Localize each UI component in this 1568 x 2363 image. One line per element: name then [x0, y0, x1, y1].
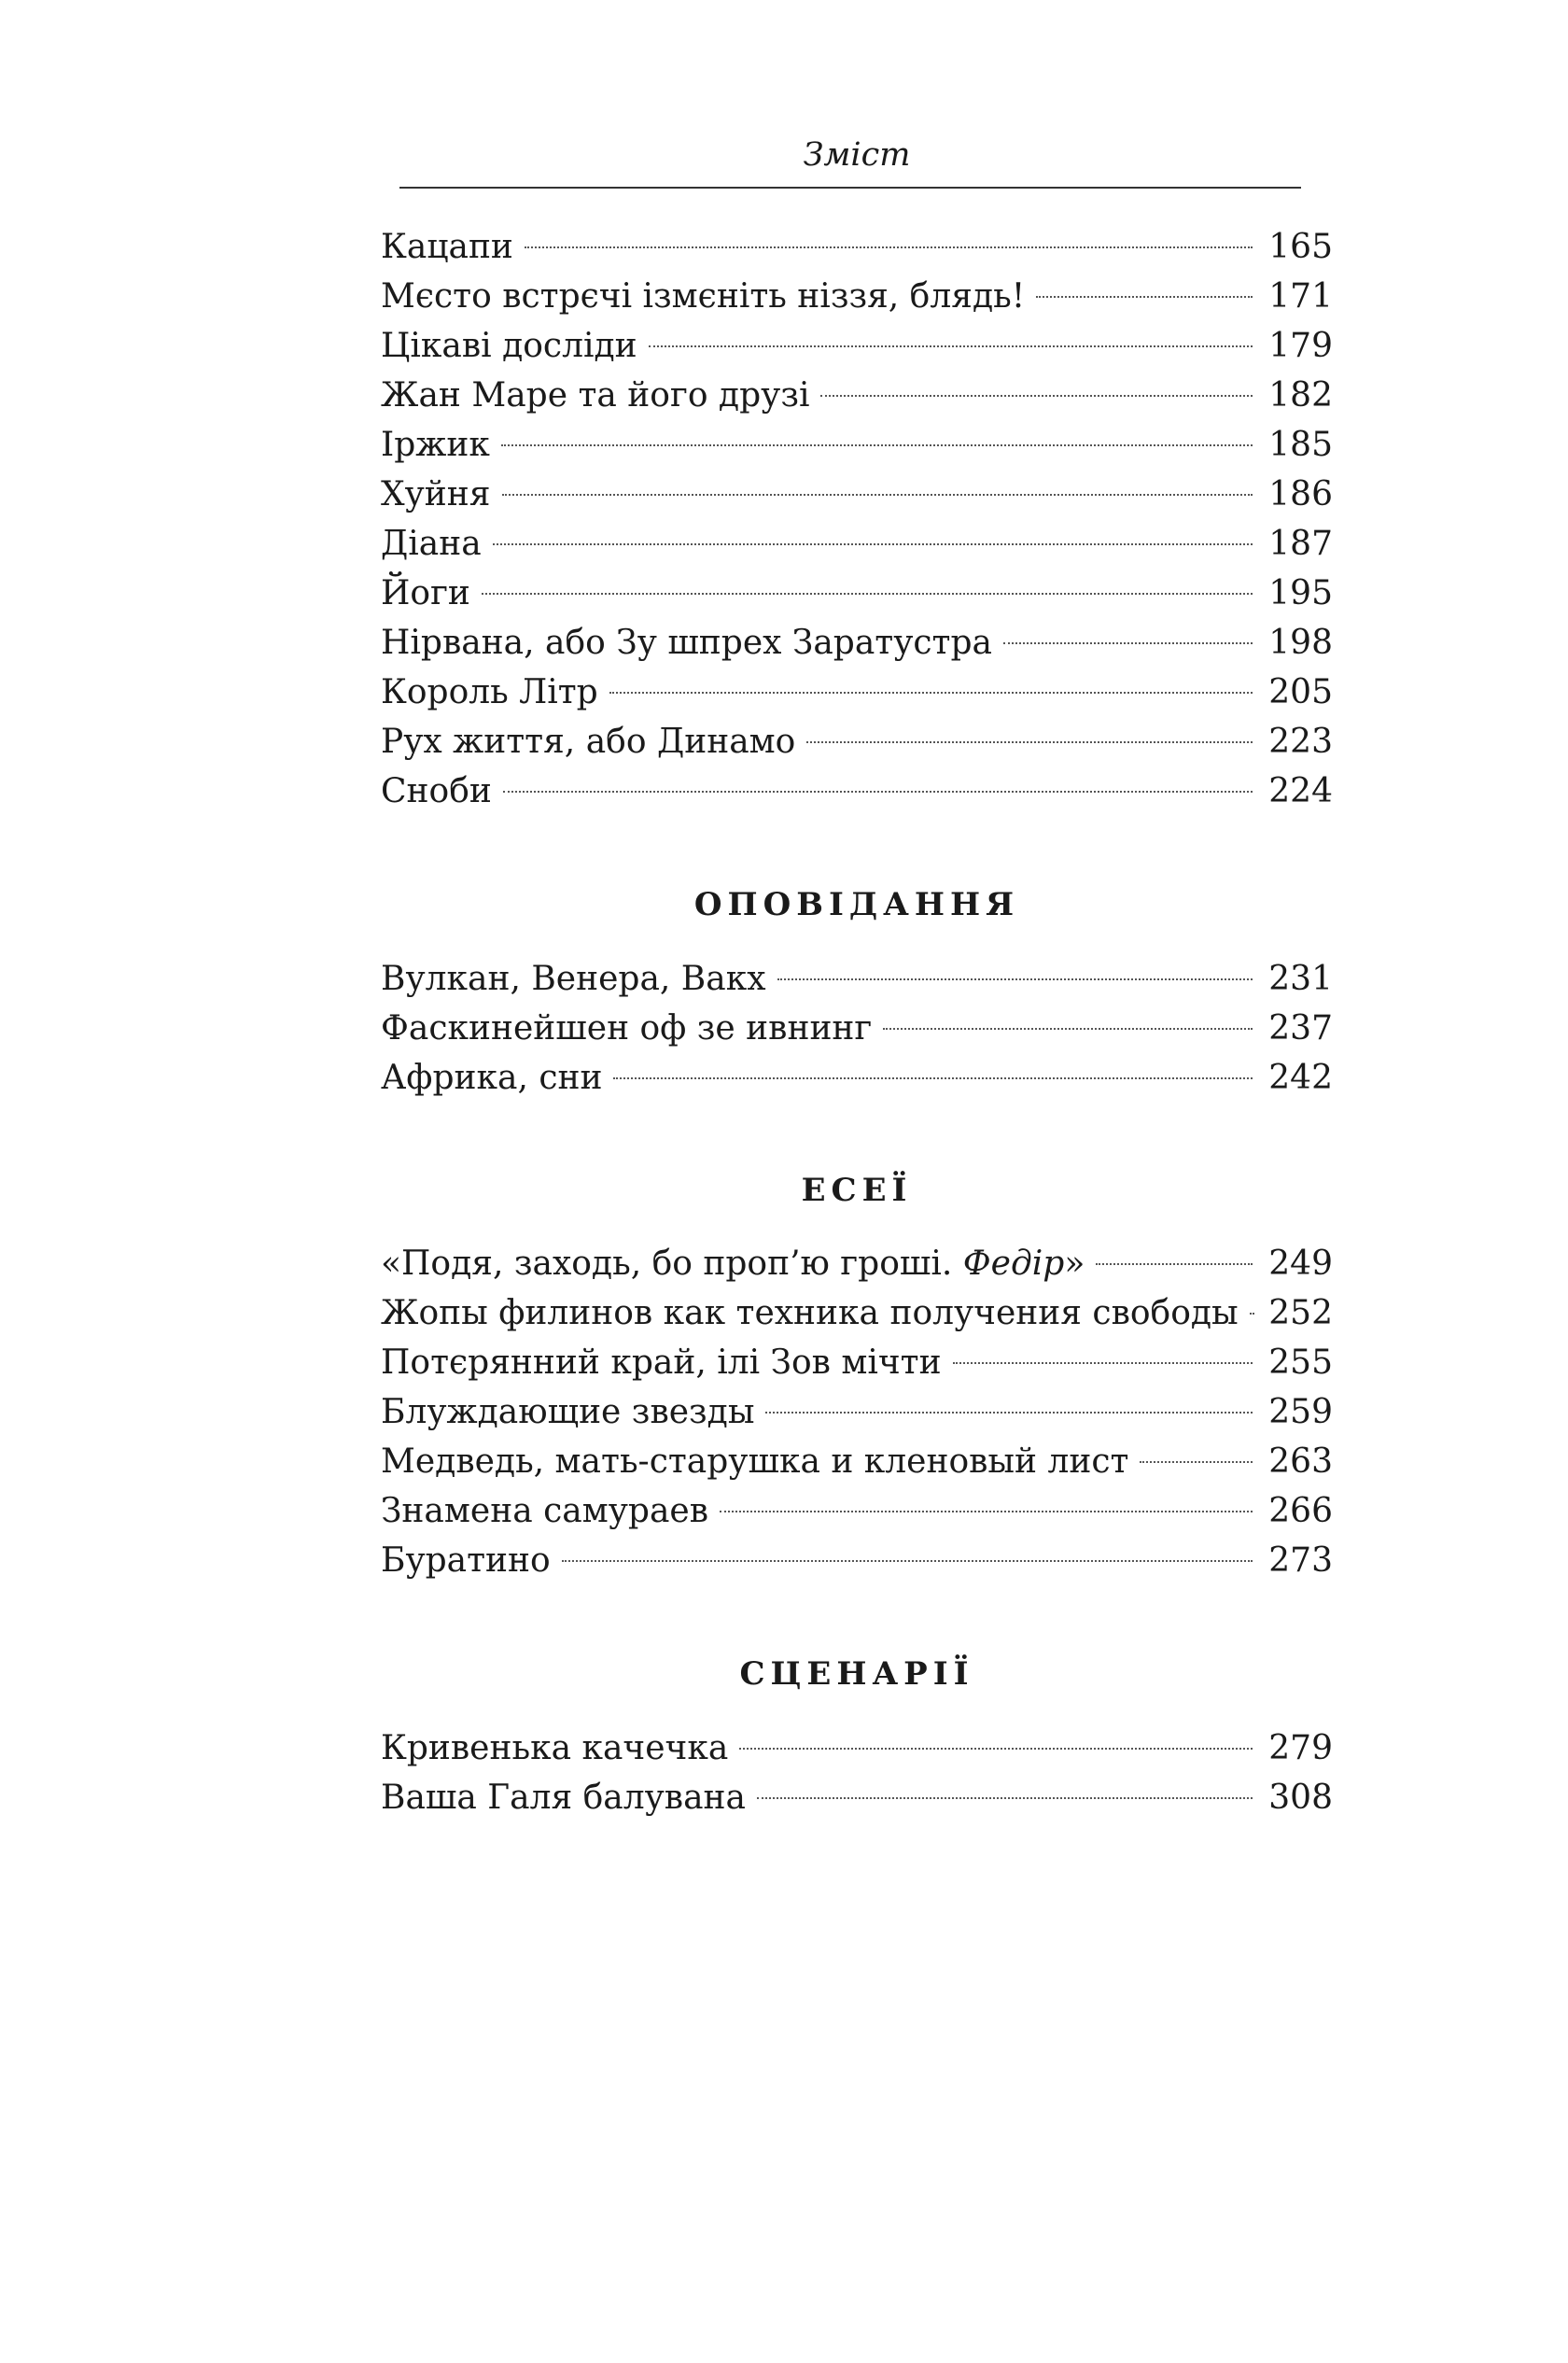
toc-entry-title: Медведь, мать-старушка и кленовый лист — [381, 1442, 1129, 1481]
toc-entry — [381, 1437, 1333, 1487]
dot-leader — [613, 1077, 1253, 1079]
section-heading: СЦЕНАРІЇ — [739, 1655, 974, 1693]
dot-leader — [502, 494, 1253, 496]
toc-entry-title: Буратино — [381, 1541, 551, 1580]
header-rule — [399, 187, 1301, 189]
toc-entry-title: Африка, сни — [381, 1059, 603, 1097]
toc-entry-page: 187 — [1268, 525, 1333, 563]
toc-entry-page: 205 — [1268, 673, 1333, 711]
toc-entry-title: Нірвана, або Зу шпрех Заратустра — [381, 624, 992, 662]
toc-entry-page: 186 — [1268, 475, 1333, 513]
toc-entry — [381, 1288, 1333, 1339]
dot-leader — [1096, 1263, 1253, 1265]
toc-entry-page: 249 — [1268, 1245, 1333, 1283]
toc-entry-title: Потєрянний край, ілі Зов мічти — [381, 1343, 942, 1382]
dot-leader — [1036, 296, 1253, 298]
toc-entry — [381, 717, 1333, 767]
toc-entry — [381, 1239, 1333, 1289]
toc-entry-title: Кривенька качечка — [381, 1729, 729, 1767]
dot-leader — [1140, 1461, 1253, 1463]
toc-entry-page: 273 — [1268, 1541, 1333, 1580]
toc-entry-page: 252 — [1268, 1294, 1333, 1332]
toc-entry-title-italic: Федір — [962, 1245, 1065, 1283]
toc-entry — [381, 1773, 1333, 1823]
dot-leader — [720, 1511, 1253, 1512]
dot-leader — [739, 1748, 1253, 1750]
toc-entry-page: 308 — [1268, 1779, 1333, 1817]
toc-entry — [381, 618, 1333, 668]
toc-entry-page: 255 — [1268, 1343, 1333, 1382]
toc-entry — [381, 1723, 1333, 1774]
toc-entry-title: Вулкан, Венера, Вакх — [381, 960, 766, 998]
toc-entry-title: Ваша Галя балувана — [381, 1779, 746, 1817]
toc-entry-title — [381, 1239, 1085, 1289]
toc-entry — [381, 321, 1333, 372]
toc-entry — [381, 767, 1333, 817]
toc-entry-page: 242 — [1268, 1059, 1333, 1097]
toc-entry-page: 259 — [1268, 1393, 1333, 1431]
dot-leader — [1003, 642, 1253, 644]
toc-entry — [381, 420, 1333, 471]
toc-entry — [381, 1004, 1333, 1054]
toc-entry-title: Діана — [381, 525, 482, 563]
toc-entry-title: Сноби — [381, 772, 492, 810]
toc-entry-page: 224 — [1268, 772, 1333, 810]
toc-entry-title: Жопы филинов как техника получения свободы — [381, 1294, 1239, 1332]
toc-entry — [381, 954, 1333, 1005]
dot-leader — [757, 1797, 1253, 1799]
toc-entry-page: 198 — [1268, 624, 1333, 662]
toc-entry-title: Жан Маре та його друзі — [381, 376, 810, 415]
toc-entry-page: 165 — [1268, 228, 1333, 266]
toc-entry-title-main: «Подя, заходь, бо проп’ю гроші. — [381, 1245, 963, 1283]
dot-leader — [562, 1560, 1253, 1562]
toc-entry-page: 279 — [1268, 1729, 1333, 1767]
toc-entry-page: 237 — [1268, 1009, 1333, 1048]
dot-leader — [501, 444, 1253, 446]
toc-entry-title: Король Літр — [381, 673, 598, 711]
toc-entry — [381, 519, 1333, 570]
toc-entry — [381, 569, 1333, 619]
dot-leader — [765, 1412, 1253, 1414]
dot-leader — [820, 395, 1253, 397]
section-heading: ОПОВІДАННЯ — [693, 886, 1020, 923]
toc-entry — [381, 470, 1333, 520]
toc-entry-title: Йоги — [381, 574, 470, 612]
toc-entry-page: 231 — [1268, 960, 1333, 998]
dot-leader — [525, 246, 1253, 248]
toc-entry-title: Рух життя, або Динамо — [381, 723, 796, 761]
toc-entry-title: Фаскинейшен оф зе ивнинг — [381, 1009, 873, 1048]
toc-entry — [381, 371, 1333, 421]
toc-entry — [381, 222, 1333, 273]
dot-leader — [953, 1362, 1253, 1364]
toc-entry-title: Цікаві досліди — [381, 327, 637, 365]
toc-entry-page: 223 — [1268, 723, 1333, 761]
toc-entry-title: Блуждающие звезды — [381, 1393, 755, 1431]
section-heading: ЕСЕЇ — [801, 1172, 913, 1209]
running-head: Зміст — [803, 136, 911, 174]
toc-entry-page: 263 — [1268, 1442, 1333, 1481]
dot-leader — [806, 741, 1253, 743]
toc-entry-title: Хуйня — [381, 475, 491, 513]
dot-leader — [777, 978, 1253, 980]
dot-leader — [493, 543, 1253, 545]
toc-entry — [381, 1053, 1333, 1104]
dot-leader — [503, 791, 1253, 793]
toc-entry-page: 171 — [1268, 277, 1333, 316]
toc-entry-title: Кацапи — [381, 228, 513, 266]
dot-leader — [1250, 1313, 1253, 1315]
dot-leader — [883, 1028, 1253, 1030]
toc-entry — [381, 1486, 1333, 1537]
toc-entry-page: 195 — [1268, 574, 1333, 612]
toc-entry-page: 266 — [1268, 1492, 1333, 1530]
toc-entry-page: 182 — [1268, 376, 1333, 415]
toc-entry — [381, 272, 1333, 322]
toc-entry — [381, 1536, 1333, 1586]
toc-entry-title-end: » — [1064, 1245, 1085, 1283]
toc-entry-title: Іржик — [381, 426, 490, 464]
toc-entry-page: 179 — [1268, 327, 1333, 365]
toc-entry — [381, 1338, 1333, 1388]
toc-entry — [381, 1387, 1333, 1438]
toc-entry — [381, 668, 1333, 718]
toc-entry-title: Знамена самураев — [381, 1492, 708, 1530]
dot-leader — [482, 593, 1253, 595]
dot-leader — [649, 345, 1253, 347]
dot-leader — [609, 692, 1253, 694]
toc-entry-page: 185 — [1268, 426, 1333, 464]
toc-entry-title: Мєсто встрєчі ізмєніть ніззя, блядь! — [381, 277, 1026, 316]
